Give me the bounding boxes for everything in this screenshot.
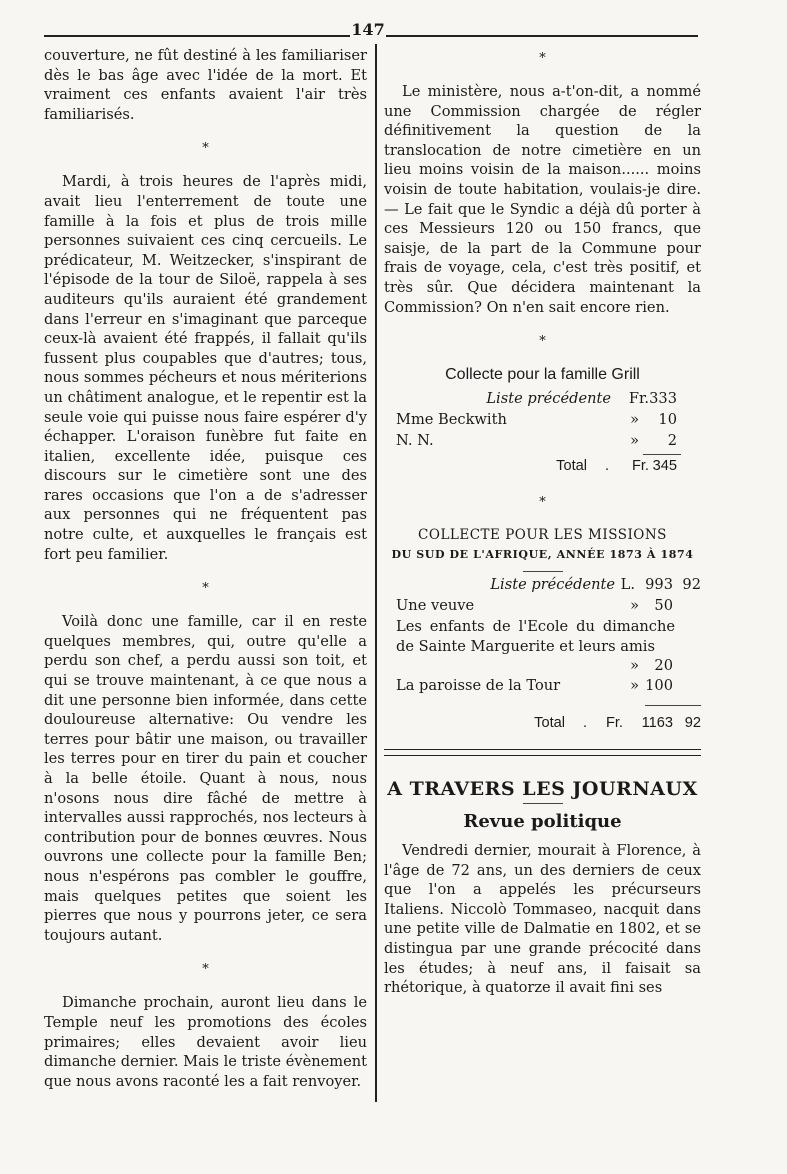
collecte-missions-previous	[384, 575, 701, 596]
previous-cents: 92	[682, 575, 701, 593]
paragraph-famille-ben: Voilà donc une famille, car il en reste quelques membres, qui, outre qu'elle a perdu son chef, a perdu aussi son toit, et qui se trouve maintenant, à ce que nous a dit une personne bien informée, dans cette douloureuse alternative: Ou vendre les terres pour bâtir une maison, ou travailler les terres pour en tirer du pain et coucher à la belle étoile. Quant à nous, nous n'osons nous dire fâché de mettre à intervalles aussi rapprochés, nos lecteurs à contribution pour de bonnes œuvres. Nous ouvrons une collecte pour la famille Ben; nous n'espérons pas combler le gouffre, mais quelques petites que soient les pierres que nous y pourrons jeter, ce sera toujours autant.	[44, 613, 367, 944]
sum-rule	[645, 705, 701, 706]
header-rule-right	[386, 35, 698, 37]
total-dot: .	[582, 714, 587, 731]
section-separator: *	[202, 141, 209, 157]
donor-name: Les enfants de l'Ecole du dimanche de Sainte Marguerite et leurs amis	[396, 617, 675, 655]
collecte-row	[384, 410, 701, 431]
previous-currency: Fr.	[628, 389, 649, 407]
donation-amount: 20	[654, 656, 673, 674]
section-separator: *	[539, 334, 546, 350]
donor-name: N. N.	[396, 431, 434, 449]
collecte-grill-total	[384, 457, 701, 478]
previous-amount: 333	[649, 389, 677, 407]
header-rule-left	[44, 35, 350, 37]
section-separator: *	[539, 494, 546, 510]
paragraph-cimetiere: Le ministère, nous a-t'on-dit, a nommé une Commission chargée de régler définitivement la question de la translocation de notre cimetière en un lieu moins voisin de la maison...... moins voisin de toute habitation, voulais-je dire. — Le fait que le Syndic a déjà dû porter à ces Messieurs 120 ou 150 francs, que saisje, de la part de la Commune pour frais de voyage, cela, c'est très positif, et très sûr. Que décidera maintenant la Commission? On n'en sait encore rien.	[384, 83, 701, 316]
paragraph-tommaseo: Vendredi dernier, mourait à Florence, à l'âge de 72 ans, un des derniers de ceux que l'on a appelés les précurseurs Italiens. Niccolò Tommaseo, nacquit dans une petite ville de Dalmatie en 1802, et se distingua par une grande précocité dans les études; à neuf ans, il faisait sa rhétorique, à quatorze il avait fini ses	[384, 842, 701, 997]
ditto-mark: »	[630, 431, 639, 449]
collecte-row	[384, 431, 701, 452]
ditto-mark: »	[630, 676, 639, 694]
collecte-missions-title: COLLECTE POUR LES MISSIONS	[418, 526, 667, 543]
paragraph-funeral: Mardi, à trois heures de l'après midi, avait lieu l'enterrement de toute une famille à la fois et plus de trois mille personnes suivaient ces cinq cercueils. Le prédicateur, M. Weitzecker, s'inspirant de l'épisode de la tour de Siloë, rappela à ses auditeurs qu'ils auraient été grandement dans l'erreur en s'imaginant que parceque ceux-là avaient été frappés, il fallait qu'ils fussent plus coupables que d'autres; tous, nous sommes pécheurs et nous mériterions un châtiment analogue, et le repentir est la seule voie qui puisse nous faire espérer d'y échapper. L'oraison funèbre fut faite en italien, excellente idée, puisque ces discours sur le cimetière sont une des rares occasions que l'on a de s'adresser aux personnes qui ne fréquentent pas notre culte, et auxquelles le français est fort peu familier.	[44, 173, 367, 563]
collecte-missions-subtitle: DU SUD DE L'AFRIQUE, ANNÉE 1873 À 1874	[391, 548, 694, 562]
total-amount: 345	[652, 457, 677, 474]
previous-label: Liste précédente	[490, 575, 615, 593]
total-label: Total	[556, 457, 587, 474]
donation-amount: 100	[645, 676, 673, 694]
ditto-mark: »	[630, 596, 639, 614]
title-rule	[523, 803, 563, 804]
donor-name: Une veuve	[396, 596, 475, 614]
total-cents: 92	[684, 714, 701, 731]
collecte-grill	[384, 365, 701, 478]
previous-label: Liste précédente	[486, 389, 611, 407]
previous-amount: 993	[645, 575, 673, 593]
total-currency: Fr.	[605, 714, 623, 731]
collecte-grill-previous	[384, 389, 701, 410]
ditto-mark: »	[630, 656, 639, 674]
ditto-mark: »	[630, 410, 639, 428]
sum-rule	[643, 454, 681, 455]
donor-name: La paroisse de la Tour	[396, 676, 561, 694]
collecte-row	[384, 617, 701, 676]
paragraph-continuation: couverture, ne fût destiné à les familiariser dès le bas âge avec l'idée de la mort. Et vraiment ces enfants avaient l'air très familiarisés.	[44, 47, 367, 123]
double-rule	[384, 749, 701, 756]
section-separator: *	[202, 581, 209, 597]
right-column	[384, 46, 701, 998]
donation-amount: 50	[654, 596, 673, 614]
donor-name: Mme Beckwith	[396, 410, 507, 428]
page-number: 147	[351, 20, 385, 39]
title-rule	[523, 571, 563, 572]
paragraph-promotions: Dimanche prochain, auront lieu dans le Temple neuf les promotions des écoles primaires; elles devaient avoir lieu dimanche dernier. Mais le triste évènement que nous avons raconté les a fait renvoyer.	[44, 994, 367, 1090]
collecte-row	[384, 596, 701, 617]
subsection-title: Revue politique	[463, 810, 622, 832]
total-label: Total	[534, 714, 565, 731]
left-column	[44, 46, 367, 1091]
collecte-missions-total	[384, 714, 701, 735]
section-separator: *	[539, 51, 546, 66]
section-separator: *	[202, 962, 209, 978]
section-title: A TRAVERS LES JOURNAUX	[387, 777, 698, 800]
donation-amount: 10	[658, 410, 677, 428]
previous-currency: L.	[620, 575, 635, 593]
total-dot: .	[604, 457, 609, 474]
total-amount: 1163	[641, 714, 673, 731]
donation-amount: 2	[667, 431, 677, 449]
collecte-row	[384, 676, 701, 697]
total-currency: Fr.	[631, 457, 649, 474]
collecte-missions	[384, 526, 701, 735]
collecte-grill-title: Collecte pour la famille Grill	[445, 366, 640, 384]
column-divider	[375, 44, 377, 1102]
